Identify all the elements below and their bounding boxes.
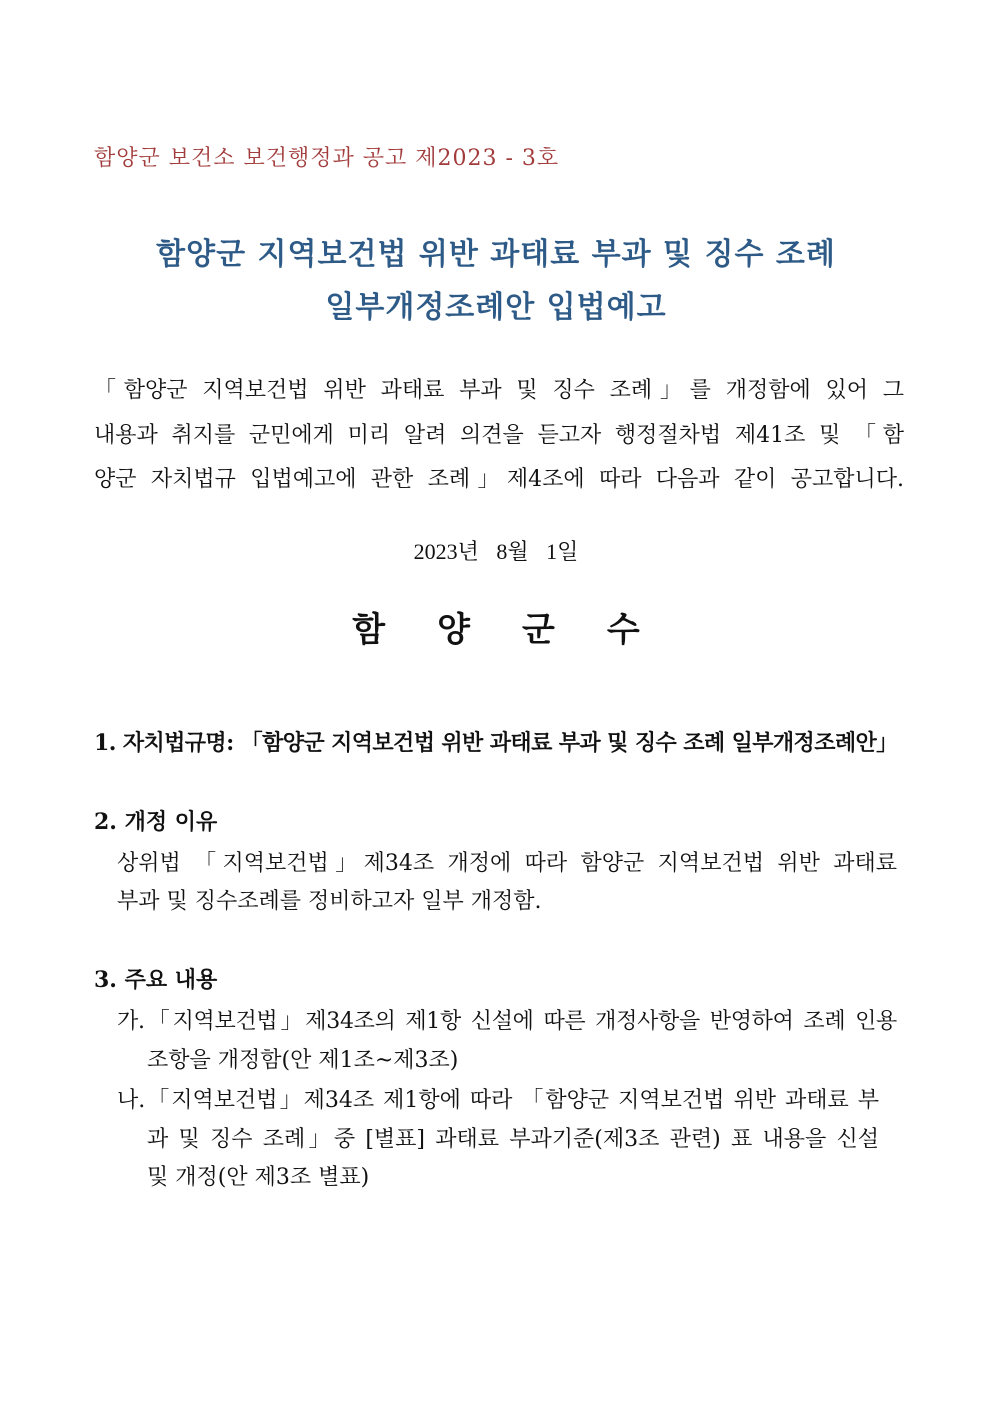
intro-line-1: 「함양군 지역보건법 위반 과태료 부과 및 징수 조례」를 개정함에 있어 그 <box>94 378 904 403</box>
issuer-signature: 함양군수 <box>352 610 692 650</box>
date-month: 8월 <box>496 539 529 564</box>
notice-title-line-2: 일부개정조례안 입법예고 <box>325 290 667 325</box>
intro-line-2: 내용과 취지를 군민에게 미리 알려 의견을 듣고자 행정절차법 제41조 및 「함 <box>94 423 904 448</box>
notice-number: 함양군 보건소 보건행정과 공고 제2023 - 3호 <box>94 146 560 171</box>
section-1-heading: 1. 자치법규명: 「함양군 지역보건법 위반 과태료 부과 및 징수 조례 일부개정조례안」 <box>94 730 898 756</box>
notice-date <box>0 535 992 566</box>
section-3-item-na-line-2: 과 및 징수 조례」중 [별표] 과태료 부과기준(제3조 관련) 표 내용을 신설 <box>147 1127 879 1152</box>
notice-title-line-1: 함양군 지역보건법 위반 과태료 부과 및 징수 조례 <box>156 237 836 272</box>
intro-line-3: 양군 자치법규 입법예고에 관한 조례」제4조에 따라 다음과 같이 공고합니다. <box>94 467 904 492</box>
section-3-item-ga-line-2: 조항을 개정함(안 제1조~제3조) <box>147 1048 459 1073</box>
section-3-heading: 3. 주요 내용 <box>94 967 218 993</box>
section-3-item-na-line-1: 나.「지역보건법」제34조 제1항에 따라 「함양군 지역보건법 위반 과태료 부 <box>117 1088 879 1113</box>
section-3-item-ga-line-1: 가.「지역보건법」제34조의 제1항 신설에 따른 개정사항을 반영하여 조례 인용 <box>117 1009 897 1034</box>
section-2-heading: 2. 개정 이유 <box>94 809 218 835</box>
section-2-line-2: 부과 및 징수조례를 정비하고자 일부 개정함. <box>117 889 542 914</box>
section-3-item-na-line-3: 및 개정(안 제3조 별표) <box>147 1165 370 1190</box>
date-day: 1일 <box>546 539 579 564</box>
section-2-line-1: 상위법 「지역보건법」제34조 개정에 따라 함양군 지역보건법 위반 과태료 <box>117 851 897 876</box>
date-year: 2023년 <box>413 539 479 564</box>
